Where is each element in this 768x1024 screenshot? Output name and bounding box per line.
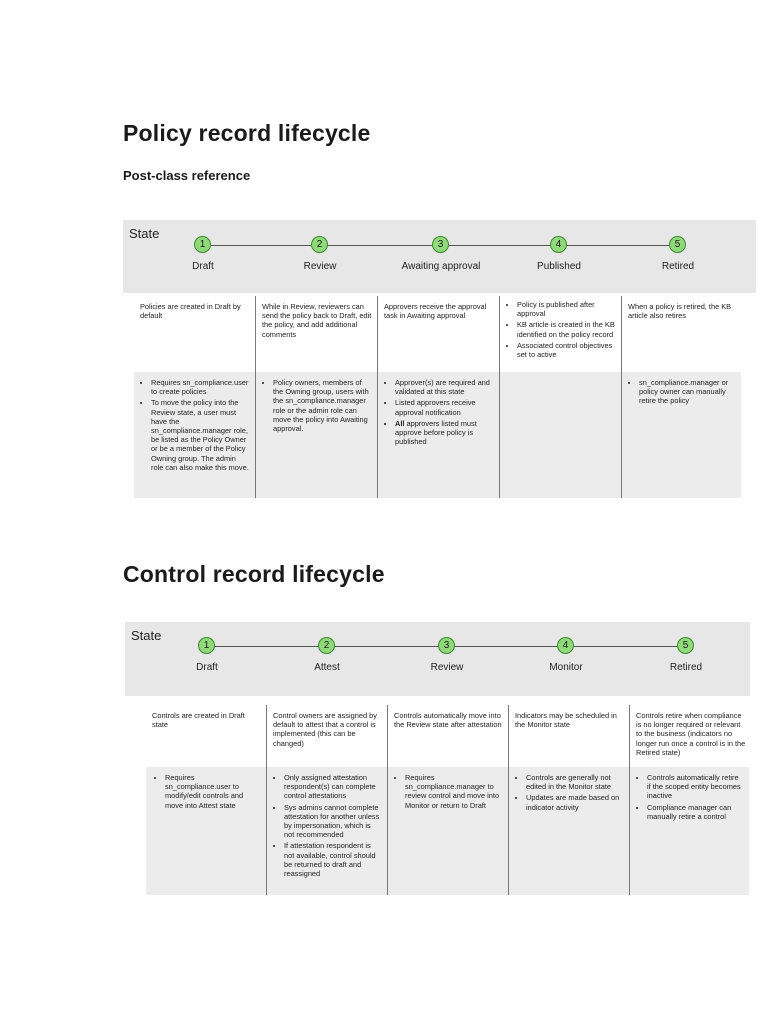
control-state-title: State bbox=[131, 628, 162, 643]
control-note-retired-1: • Controls automatically retire if the scoped entity becomes inactive bbox=[647, 773, 744, 801]
control-desc-attest: Control owners are assigned by default to attest that a control is implemented (this can be changed) bbox=[267, 705, 388, 767]
policy-state-label-draft: Draft bbox=[192, 261, 214, 272]
policy-desc-review: While in Review, reviewers can send the policy back to Draft, edit the policy, and add additional comments bbox=[256, 296, 378, 372]
policy-desc-draft: Policies are created in Draft by default bbox=[134, 296, 256, 372]
policy-notes-awaiting bbox=[378, 372, 500, 498]
control-desc-review: Controls automatically move into the Review state after attestation bbox=[388, 705, 509, 767]
control-note-attest-1: • Only assigned attestation respondent(s) can complete control attestations bbox=[284, 773, 382, 801]
policy-state-title: State bbox=[129, 226, 160, 241]
policy-desc-published bbox=[500, 296, 622, 372]
control-note-attest-3: • If attestation respondent is not available, control should be returned to draft and reassigned bbox=[284, 841, 382, 878]
policy-published-bullet-3: • Associated control objectives set to active bbox=[517, 341, 616, 359]
control-state-label-retired: Retired bbox=[669, 662, 703, 673]
control-description-row bbox=[146, 705, 751, 767]
policy-state-bar bbox=[123, 220, 756, 293]
policy-note-awaiting-bold: All bbox=[395, 418, 405, 428]
control-state-circle-2: 2 bbox=[318, 637, 335, 654]
policy-published-bullet-1: • Policy is published after approval bbox=[517, 300, 616, 318]
policy-note-draft-2: • To move the policy into the Review state, a user must have the sn_compliance.manager role, be listed as the Policy Owner or be a member of the Policy Owning group. The admin role can also make this move. bbox=[151, 398, 250, 472]
policy-title: Policy record lifecycle bbox=[123, 120, 371, 146]
control-state-label-draft: Draft bbox=[196, 662, 218, 673]
control-state-circle-5: 5 bbox=[677, 637, 694, 654]
control-state-circle-1: 1 bbox=[198, 637, 215, 654]
control-note-review-1: • Requires sn_compliance.manager to review control and move into Monitor or return to Draft bbox=[405, 773, 503, 810]
control-desc-monitor: Indicators may be scheduled in the Monitor state bbox=[509, 705, 630, 767]
policy-published-bullet-2: • KB article is created in the KB identified on the policy record bbox=[517, 320, 616, 338]
control-state-circle-4: 4 bbox=[557, 637, 574, 654]
policy-description-row bbox=[134, 296, 744, 372]
policy-note-awaiting-2: • Listed approvers receive approval notification bbox=[395, 398, 494, 416]
policy-notes-published bbox=[500, 372, 622, 498]
policy-note-retired-1: • sn_compliance.manager or policy owner can manually retire the policy bbox=[639, 378, 736, 406]
control-state-label-attest: Attest bbox=[314, 662, 340, 673]
control-note-monitor-2: • Updates are made based on indicator activity bbox=[526, 793, 624, 811]
control-notes-attest bbox=[267, 767, 388, 895]
policy-desc-awaiting: Approvers receive the approval task in Awaiting approval bbox=[378, 296, 500, 372]
policy-state-circle-2: 2 bbox=[311, 236, 328, 253]
policy-state-circle-1: 1 bbox=[194, 236, 211, 253]
control-notes-monitor bbox=[509, 767, 630, 895]
control-state-circle-3: 3 bbox=[438, 637, 455, 654]
control-state-label-review: Review bbox=[430, 662, 464, 673]
policy-note-awaiting-rest: approvers listed must approve before policy is published bbox=[395, 418, 477, 447]
policy-state-circle-3: 3 bbox=[432, 236, 449, 253]
control-notes-draft bbox=[146, 767, 267, 895]
control-note-attest-2: • Sys admins cannot complete attestation for another unless by impersonation, which is not recommended bbox=[284, 803, 382, 840]
policy-notes-review bbox=[256, 372, 378, 498]
policy-desc-retired: When a policy is retired, the KB article also retires bbox=[628, 302, 732, 321]
policy-state-label-review: Review bbox=[303, 261, 337, 272]
control-desc-retired: Controls retire when compliance is no longer required or relevant to the business (indicators no longer run once a control is in the Retired state) bbox=[636, 711, 746, 757]
control-desc-draft: Controls are created in Draft state bbox=[146, 705, 267, 767]
policy-note-draft-1: • Requires sn_compliance.user to create policies bbox=[151, 378, 250, 396]
policy-state-circle-4: 4 bbox=[550, 236, 567, 253]
control-state-label-monitor: Monitor bbox=[549, 662, 583, 673]
policy-note-review-1: • Policy owners, members of the Owning group, users with the sn_compliance.manager role or the admin role can move the policy into Awaiting approval. bbox=[273, 378, 372, 433]
policy-state-label-published: Published bbox=[537, 261, 581, 272]
policy-notes-draft bbox=[134, 372, 256, 498]
control-notes-retired bbox=[630, 767, 749, 895]
policy-state-circle-5: 5 bbox=[669, 236, 686, 253]
control-note-retired-2: • Compliance manager can manually retire a control bbox=[647, 803, 744, 821]
policy-notes-row bbox=[134, 372, 741, 498]
control-note-draft-1: • Requires sn_compliance.user to modify/edit controls and move into Attest state bbox=[165, 773, 261, 810]
policy-state-label-retired: Retired bbox=[661, 261, 695, 272]
control-title: Control record lifecycle bbox=[123, 561, 385, 587]
control-notes-row bbox=[146, 767, 749, 895]
control-notes-review bbox=[388, 767, 509, 895]
policy-notes-retired bbox=[622, 372, 741, 498]
control-state-bar bbox=[125, 622, 750, 696]
policy-note-awaiting-1: • Approver(s) are required and validated at this state bbox=[395, 378, 494, 396]
policy-state-label-awaiting: Awaiting approval bbox=[401, 261, 481, 272]
policy-subtitle: Post-class reference bbox=[123, 168, 251, 183]
control-note-monitor-1: • Controls are generally not edited in the Monitor state bbox=[526, 773, 624, 791]
policy-note-awaiting-3 bbox=[395, 419, 494, 447]
